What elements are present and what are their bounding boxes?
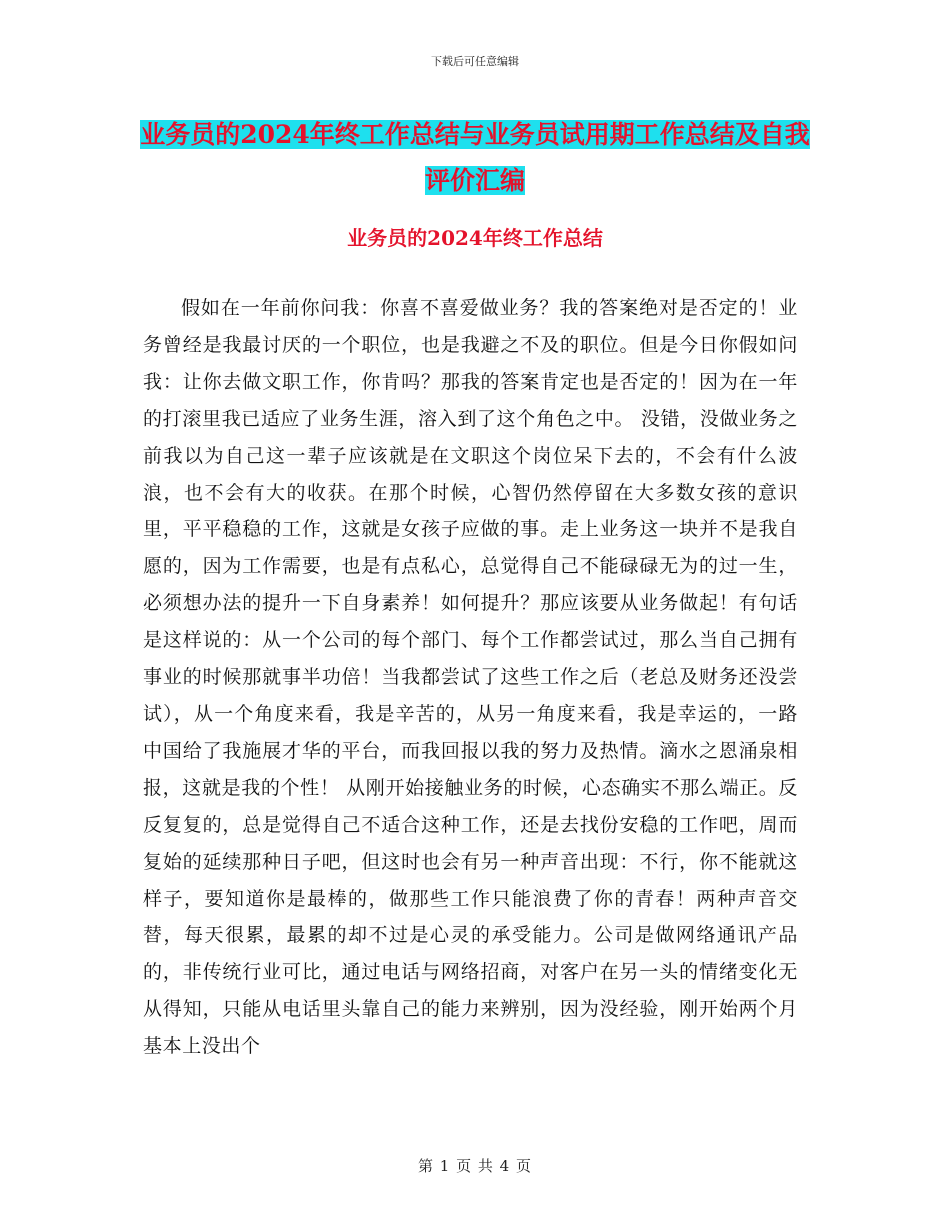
document-title — [140, 112, 810, 204]
page-number-footer: 第 1 页 共 4 页 — [418, 1157, 532, 1175]
section-title: 业务员的2024年终工作总结 — [347, 226, 603, 250]
page-header-note: 下载后可任意编辑 — [431, 55, 519, 68]
body-paragraph: 假如在一年前你问我：你喜不喜爱做业务？我的答案绝对是否定的！业务曾经是我最讨厌的一个职位，也是我避之不及的职位。但是今日你假如问我：让你去做文职工作，你肯吗？那我的答案肯定也是否定的！因为在一年的打滚里我已适应了业务生涯，溶入到了这个角色之中。 没错，没做业务之前我以为自己这一辈子应该就是在文职这个岗位呆下去的，不会有什么波浪，也不会有大的收获。在那个时候，心智仍然停留在大多数女孩的意识里，平平稳稳的工作，这就是女孩子应做的事。走上业务这一块并不是我自愿的，因为工作需要，也是有点私心，总觉得自己不能碌碌无为的过一生，必须想办法的提升一下自身素养！如何提升？那应该要从业务做起！有句话是这样说的：从一个公司的每个部门、每个工作都尝试过，那么当自己拥有事业的时候那就事半功倍！当我都尝试了这些工作之后（老总及财务还没尝试），从一个角度来看，我是辛苦的，从另一角度来看，我是幸运的，一路中国给了我施展才华的平台，而我回报以我的努力及热情。滴水之恩涌泉相报，这就是我的个性！ 从刚开始接触业务的时候，心态确实不那么端正。反反复复的，总是觉得自己不适合这种工作，还是去找份安稳的工作吧，周而复始的延续那种日子吧，但这时也会有另一种声音出现：不行，你不能就这样子，要知道你是最棒的，做那些工作只能浪费了你的青春！两种声音交替，每天很累，最累的却不过是心灵的承受能力。公司是做网络通讯产品的，非传统行业可比，通过电话与网络招商，对客户在另一头的情绪变化无从得知，只能从电话里头靠自己的能力来辨别，因为没经验，刚开始两个月基本上没出个 — [143, 297, 798, 1058]
document-title-text: 业务员的2024年终工作总结与业务员试用期工作总结及自我评价汇编 — [140, 120, 810, 195]
